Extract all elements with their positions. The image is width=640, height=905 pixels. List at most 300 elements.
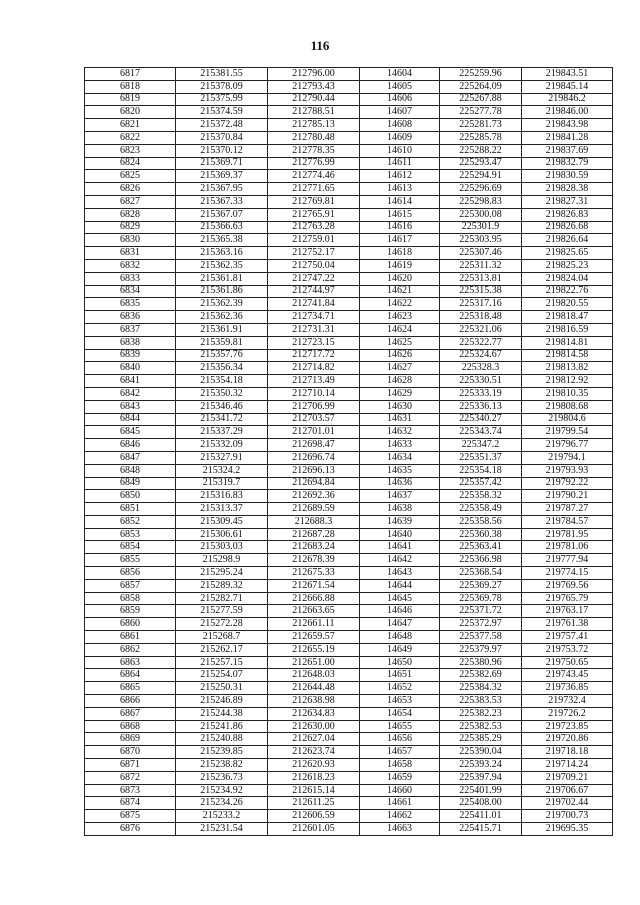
point-number-left: 6860 (85, 618, 176, 631)
table-row (85, 375, 613, 388)
x-coordinate-left: 215238.82 (176, 759, 268, 772)
x-coordinate-left: 215244.38 (176, 707, 268, 720)
y-coordinate-left: 212601.05 (268, 823, 360, 836)
y-coordinate-left: 212717.72 (268, 349, 360, 362)
y-coordinate-right: 219826.68 (522, 221, 613, 234)
point-number-right: 14634 (360, 451, 440, 464)
x-coordinate-left: 215257.15 (176, 656, 268, 669)
point-number-left: 6824 (85, 157, 176, 170)
x-coordinate-right: 225285.78 (440, 131, 522, 144)
x-coordinate-left: 215367.95 (176, 183, 268, 196)
y-coordinate-left: 212663.65 (268, 605, 360, 618)
table-row (85, 771, 613, 784)
table-row (85, 285, 613, 298)
table-row (85, 106, 613, 119)
y-coordinate-left: 212752.17 (268, 247, 360, 260)
point-number-right: 14644 (360, 579, 440, 592)
x-coordinate-left: 215374.59 (176, 106, 268, 119)
y-coordinate-right: 219810.35 (522, 387, 613, 400)
table-row (85, 528, 613, 541)
point-number-left: 6844 (85, 413, 176, 426)
x-coordinate-right: 225307.46 (440, 247, 522, 260)
x-coordinate-right: 225363.41 (440, 541, 522, 554)
table-row (85, 311, 613, 324)
point-number-left: 6850 (85, 490, 176, 503)
point-number-right: 14619 (360, 259, 440, 272)
y-coordinate-right: 219706.67 (522, 784, 613, 797)
y-coordinate-right: 219781.95 (522, 528, 613, 541)
table-row (85, 119, 613, 132)
x-coordinate-left: 215372.48 (176, 119, 268, 132)
y-coordinate-right: 219709.21 (522, 771, 613, 784)
point-number-left: 6829 (85, 221, 176, 234)
y-coordinate-right: 219824.04 (522, 272, 613, 285)
x-coordinate-left: 215282.71 (176, 592, 268, 605)
y-coordinate-right: 219825.65 (522, 247, 613, 260)
y-coordinate-left: 212785.13 (268, 119, 360, 132)
point-number-left: 6848 (85, 464, 176, 477)
table-row (85, 68, 613, 81)
point-number-left: 6868 (85, 720, 176, 733)
table-row (85, 157, 613, 170)
point-number-left: 6832 (85, 259, 176, 272)
y-coordinate-right: 219794.1 (522, 451, 613, 464)
x-coordinate-right: 225385.29 (440, 733, 522, 746)
point-number-right: 14625 (360, 336, 440, 349)
y-coordinate-left: 212620.93 (268, 759, 360, 772)
table-row (85, 707, 613, 720)
point-number-left: 6838 (85, 336, 176, 349)
x-coordinate-right: 225371.72 (440, 605, 522, 618)
table-row (85, 464, 613, 477)
x-coordinate-left: 215361.91 (176, 323, 268, 336)
x-coordinate-left: 215268.7 (176, 631, 268, 644)
x-coordinate-right: 225383.53 (440, 695, 522, 708)
point-number-right: 14609 (360, 131, 440, 144)
x-coordinate-right: 225317.16 (440, 298, 522, 311)
table-row (85, 503, 613, 516)
table-row (85, 183, 613, 196)
y-coordinate-left: 212638.98 (268, 695, 360, 708)
y-coordinate-left: 212796.00 (268, 68, 360, 81)
x-coordinate-left: 215375.99 (176, 93, 268, 106)
point-number-right: 14615 (360, 208, 440, 221)
x-coordinate-right: 225358.49 (440, 503, 522, 516)
point-number-left: 6856 (85, 567, 176, 580)
y-coordinate-left: 212678.39 (268, 554, 360, 567)
table-row (85, 323, 613, 336)
y-coordinate-right: 219827.31 (522, 195, 613, 208)
point-number-right: 14649 (360, 643, 440, 656)
y-coordinate-right: 219793.93 (522, 464, 613, 477)
y-coordinate-left: 212683.24 (268, 541, 360, 554)
table-row (85, 221, 613, 234)
point-number-left: 6840 (85, 362, 176, 375)
point-number-left: 6871 (85, 759, 176, 772)
x-coordinate-right: 225354.18 (440, 464, 522, 477)
table-row (85, 797, 613, 810)
point-number-right: 14655 (360, 720, 440, 733)
x-coordinate-left: 215324.2 (176, 464, 268, 477)
y-coordinate-left: 212750.04 (268, 259, 360, 272)
x-coordinate-right: 225318.48 (440, 311, 522, 324)
x-coordinate-right: 225393.24 (440, 759, 522, 772)
y-coordinate-left: 212763.28 (268, 221, 360, 234)
table-row (85, 477, 613, 490)
table-row (85, 554, 613, 567)
y-coordinate-left: 212714.82 (268, 362, 360, 375)
point-number-right: 14614 (360, 195, 440, 208)
x-coordinate-right: 225382.23 (440, 707, 522, 720)
y-coordinate-right: 219804.6 (522, 413, 613, 426)
point-number-right: 14605 (360, 80, 440, 93)
point-number-right: 14638 (360, 503, 440, 516)
point-number-left: 6819 (85, 93, 176, 106)
x-coordinate-right: 225377.58 (440, 631, 522, 644)
point-number-left: 6822 (85, 131, 176, 144)
point-number-left: 6837 (85, 323, 176, 336)
point-number-left: 6853 (85, 528, 176, 541)
point-number-left: 6825 (85, 170, 176, 183)
x-coordinate-left: 215246.89 (176, 695, 268, 708)
x-coordinate-left: 215362.36 (176, 311, 268, 324)
y-coordinate-right: 219843.98 (522, 119, 613, 132)
point-number-left: 6852 (85, 515, 176, 528)
point-number-right: 14651 (360, 669, 440, 682)
y-coordinate-right: 219822.76 (522, 285, 613, 298)
y-coordinate-left: 212744.97 (268, 285, 360, 298)
point-number-left: 6847 (85, 451, 176, 464)
point-number-right: 14626 (360, 349, 440, 362)
table-row (85, 567, 613, 580)
point-number-right: 14658 (360, 759, 440, 772)
x-coordinate-right: 225333.19 (440, 387, 522, 400)
point-number-right: 14621 (360, 285, 440, 298)
point-number-right: 14637 (360, 490, 440, 503)
point-number-right: 14635 (360, 464, 440, 477)
y-coordinate-left: 212774.46 (268, 170, 360, 183)
y-coordinate-right: 219761.38 (522, 618, 613, 631)
y-coordinate-right: 219781.06 (522, 541, 613, 554)
x-coordinate-right: 225379.97 (440, 643, 522, 656)
x-coordinate-right: 225343.74 (440, 426, 522, 439)
x-coordinate-right: 225366.98 (440, 554, 522, 567)
point-number-left: 6820 (85, 106, 176, 119)
x-coordinate-right: 225313.81 (440, 272, 522, 285)
y-coordinate-right: 219799.54 (522, 426, 613, 439)
point-number-right: 14659 (360, 771, 440, 784)
table-row (85, 93, 613, 106)
x-coordinate-left: 215303.03 (176, 541, 268, 554)
x-coordinate-left: 215359.81 (176, 336, 268, 349)
point-number-right: 14622 (360, 298, 440, 311)
x-coordinate-right: 225351.37 (440, 451, 522, 464)
point-number-right: 14620 (360, 272, 440, 285)
point-number-left: 6821 (85, 119, 176, 132)
y-coordinate-left: 212644.48 (268, 682, 360, 695)
table-row (85, 413, 613, 426)
point-number-right: 14608 (360, 119, 440, 132)
point-number-right: 14640 (360, 528, 440, 541)
point-number-left: 6864 (85, 669, 176, 682)
x-coordinate-right: 225397.94 (440, 771, 522, 784)
x-coordinate-right: 225311.32 (440, 259, 522, 272)
point-number-right: 14611 (360, 157, 440, 170)
x-coordinate-left: 215231.54 (176, 823, 268, 836)
x-coordinate-right: 225330.51 (440, 375, 522, 388)
point-number-right: 14641 (360, 541, 440, 554)
table-row (85, 579, 613, 592)
point-number-right: 14652 (360, 682, 440, 695)
x-coordinate-left: 215239.85 (176, 746, 268, 759)
x-coordinate-left: 215272.28 (176, 618, 268, 631)
y-coordinate-right: 219732.4 (522, 695, 613, 708)
x-coordinate-right: 225358.56 (440, 515, 522, 528)
y-coordinate-left: 212688.3 (268, 515, 360, 528)
point-number-right: 14660 (360, 784, 440, 797)
y-coordinate-left: 212655.19 (268, 643, 360, 656)
x-coordinate-right: 225368.54 (440, 567, 522, 580)
y-coordinate-right: 219846.00 (522, 106, 613, 119)
x-coordinate-right: 225382.69 (440, 669, 522, 682)
x-coordinate-right: 225324.67 (440, 349, 522, 362)
point-number-right: 14630 (360, 400, 440, 413)
point-number-left: 6841 (85, 375, 176, 388)
point-number-right: 14606 (360, 93, 440, 106)
x-coordinate-left: 215295.24 (176, 567, 268, 580)
y-coordinate-left: 212776.99 (268, 157, 360, 170)
point-number-left: 6827 (85, 195, 176, 208)
table-row (85, 746, 613, 759)
y-coordinate-left: 212606.59 (268, 810, 360, 823)
point-number-left: 6828 (85, 208, 176, 221)
x-coordinate-left: 215350.32 (176, 387, 268, 400)
point-number-right: 14633 (360, 439, 440, 452)
point-number-right: 14647 (360, 618, 440, 631)
y-coordinate-right: 219753.72 (522, 643, 613, 656)
y-coordinate-left: 212659.57 (268, 631, 360, 644)
x-coordinate-left: 215234.26 (176, 797, 268, 810)
x-coordinate-left: 215289.32 (176, 579, 268, 592)
point-number-left: 6859 (85, 605, 176, 618)
page-number: 116 (310, 38, 330, 53)
point-number-right: 14624 (360, 323, 440, 336)
x-coordinate-left: 215234.92 (176, 784, 268, 797)
point-number-right: 14607 (360, 106, 440, 119)
y-coordinate-left: 212771.65 (268, 183, 360, 196)
point-number-left: 6865 (85, 682, 176, 695)
point-number-left: 6857 (85, 579, 176, 592)
x-coordinate-left: 215241.86 (176, 720, 268, 733)
y-coordinate-left: 212759.01 (268, 234, 360, 247)
point-number-right: 14623 (360, 311, 440, 324)
y-coordinate-right: 219846.2 (522, 93, 613, 106)
x-coordinate-right: 225384.32 (440, 682, 522, 695)
x-coordinate-right: 225288.22 (440, 144, 522, 157)
x-coordinate-right: 225357.42 (440, 477, 522, 490)
x-coordinate-left: 215233.2 (176, 810, 268, 823)
x-coordinate-left: 215298.9 (176, 554, 268, 567)
y-coordinate-left: 212788.51 (268, 106, 360, 119)
x-coordinate-left: 215362.39 (176, 298, 268, 311)
y-coordinate-right: 219750.65 (522, 656, 613, 669)
point-number-left: 6867 (85, 707, 176, 720)
y-coordinate-right: 219837.69 (522, 144, 613, 157)
y-coordinate-left: 212692.36 (268, 490, 360, 503)
table-row (85, 669, 613, 682)
point-number-left: 6818 (85, 80, 176, 93)
y-coordinate-left: 212630.00 (268, 720, 360, 733)
x-coordinate-left: 215381.55 (176, 68, 268, 81)
table-row (85, 272, 613, 285)
x-coordinate-left: 215367.07 (176, 208, 268, 221)
table-row (85, 131, 613, 144)
y-coordinate-right: 219826.64 (522, 234, 613, 247)
point-number-right: 14616 (360, 221, 440, 234)
x-coordinate-left: 215316.83 (176, 490, 268, 503)
y-coordinate-right: 219695.35 (522, 823, 613, 836)
y-coordinate-left: 212780.48 (268, 131, 360, 144)
x-coordinate-right: 225382.53 (440, 720, 522, 733)
point-number-left: 6869 (85, 733, 176, 746)
table-row (85, 195, 613, 208)
x-coordinate-left: 215361.86 (176, 285, 268, 298)
point-number-left: 6849 (85, 477, 176, 490)
x-coordinate-right: 225267.88 (440, 93, 522, 106)
x-coordinate-left: 215370.84 (176, 131, 268, 144)
y-coordinate-right: 219757.41 (522, 631, 613, 644)
x-coordinate-right: 225415.71 (440, 823, 522, 836)
x-coordinate-right: 225369.78 (440, 592, 522, 605)
point-number-left: 6817 (85, 68, 176, 81)
y-coordinate-right: 219765.79 (522, 592, 613, 605)
x-coordinate-right: 225300.08 (440, 208, 522, 221)
y-coordinate-left: 212661.11 (268, 618, 360, 631)
x-coordinate-left: 215327.91 (176, 451, 268, 464)
table-row (85, 656, 613, 669)
point-number-left: 6870 (85, 746, 176, 759)
point-number-right: 14643 (360, 567, 440, 580)
table-row (85, 349, 613, 362)
point-number-left: 6845 (85, 426, 176, 439)
x-coordinate-right: 225294.91 (440, 170, 522, 183)
table-row (85, 682, 613, 695)
x-coordinate-left: 215366.63 (176, 221, 268, 234)
x-coordinate-right: 225321.06 (440, 323, 522, 336)
point-number-left: 6855 (85, 554, 176, 567)
y-coordinate-right: 219763.17 (522, 605, 613, 618)
y-coordinate-right: 219832.79 (522, 157, 613, 170)
y-coordinate-left: 212790.44 (268, 93, 360, 106)
y-coordinate-left: 212615.14 (268, 784, 360, 797)
table-row (85, 426, 613, 439)
table-row (85, 234, 613, 247)
point-number-right: 14639 (360, 515, 440, 528)
y-coordinate-left: 212689.59 (268, 503, 360, 516)
x-coordinate-right: 225411.01 (440, 810, 522, 823)
y-coordinate-right: 219820.55 (522, 298, 613, 311)
table-row (85, 592, 613, 605)
x-coordinate-left: 215309.45 (176, 515, 268, 528)
y-coordinate-left: 212696.74 (268, 451, 360, 464)
y-coordinate-left: 212666.88 (268, 592, 360, 605)
point-number-right: 14653 (360, 695, 440, 708)
point-number-left: 6861 (85, 631, 176, 644)
x-coordinate-right: 225315.38 (440, 285, 522, 298)
x-coordinate-left: 215313.37 (176, 503, 268, 516)
point-number-left: 6833 (85, 272, 176, 285)
x-coordinate-right: 225369.27 (440, 579, 522, 592)
table-row (85, 451, 613, 464)
y-coordinate-right: 219784.57 (522, 515, 613, 528)
point-number-left: 6873 (85, 784, 176, 797)
y-coordinate-right: 219743.45 (522, 669, 613, 682)
table-row (85, 605, 613, 618)
y-coordinate-left: 212703.57 (268, 413, 360, 426)
point-number-right: 14642 (360, 554, 440, 567)
table-row (85, 387, 613, 400)
x-coordinate-left: 215365.38 (176, 234, 268, 247)
y-coordinate-right: 219736.85 (522, 682, 613, 695)
coordinates-table (84, 67, 613, 836)
y-coordinate-left: 212701.01 (268, 426, 360, 439)
y-coordinate-left: 212627.04 (268, 733, 360, 746)
x-coordinate-left: 215346.46 (176, 400, 268, 413)
y-coordinate-left: 212694.84 (268, 477, 360, 490)
y-coordinate-left: 212793.43 (268, 80, 360, 93)
x-coordinate-left: 215369.37 (176, 170, 268, 183)
x-coordinate-right: 225390.04 (440, 746, 522, 759)
x-coordinate-left: 215306.61 (176, 528, 268, 541)
point-number-left: 6846 (85, 439, 176, 452)
y-coordinate-left: 212723.15 (268, 336, 360, 349)
x-coordinate-right: 225360.38 (440, 528, 522, 541)
x-coordinate-left: 215369.71 (176, 157, 268, 170)
y-coordinate-left: 212710.14 (268, 387, 360, 400)
point-number-right: 14617 (360, 234, 440, 247)
y-coordinate-left: 212713.49 (268, 375, 360, 388)
x-coordinate-right: 225293.47 (440, 157, 522, 170)
point-number-right: 14632 (360, 426, 440, 439)
point-number-left: 6842 (85, 387, 176, 400)
table-row (85, 144, 613, 157)
point-number-right: 14629 (360, 387, 440, 400)
y-coordinate-right: 219792.22 (522, 477, 613, 490)
y-coordinate-right: 219790.21 (522, 490, 613, 503)
y-coordinate-left: 212769.81 (268, 195, 360, 208)
y-coordinate-right: 219812.92 (522, 375, 613, 388)
table-row (85, 759, 613, 772)
table-row (85, 259, 613, 272)
table-row (85, 208, 613, 221)
point-number-right: 14636 (360, 477, 440, 490)
y-coordinate-right: 219828.38 (522, 183, 613, 196)
point-number-right: 14618 (360, 247, 440, 260)
point-number-left: 6854 (85, 541, 176, 554)
x-coordinate-left: 215367.33 (176, 195, 268, 208)
point-number-left: 6839 (85, 349, 176, 362)
x-coordinate-left: 215354.18 (176, 375, 268, 388)
y-coordinate-left: 212623.74 (268, 746, 360, 759)
x-coordinate-right: 225277.78 (440, 106, 522, 119)
y-coordinate-right: 219808.68 (522, 400, 613, 413)
y-coordinate-left: 212611.25 (268, 797, 360, 810)
x-coordinate-right: 225303.95 (440, 234, 522, 247)
y-coordinate-right: 219845.14 (522, 80, 613, 93)
x-coordinate-right: 225340.27 (440, 413, 522, 426)
x-coordinate-left: 215262.17 (176, 643, 268, 656)
point-number-right: 14657 (360, 746, 440, 759)
